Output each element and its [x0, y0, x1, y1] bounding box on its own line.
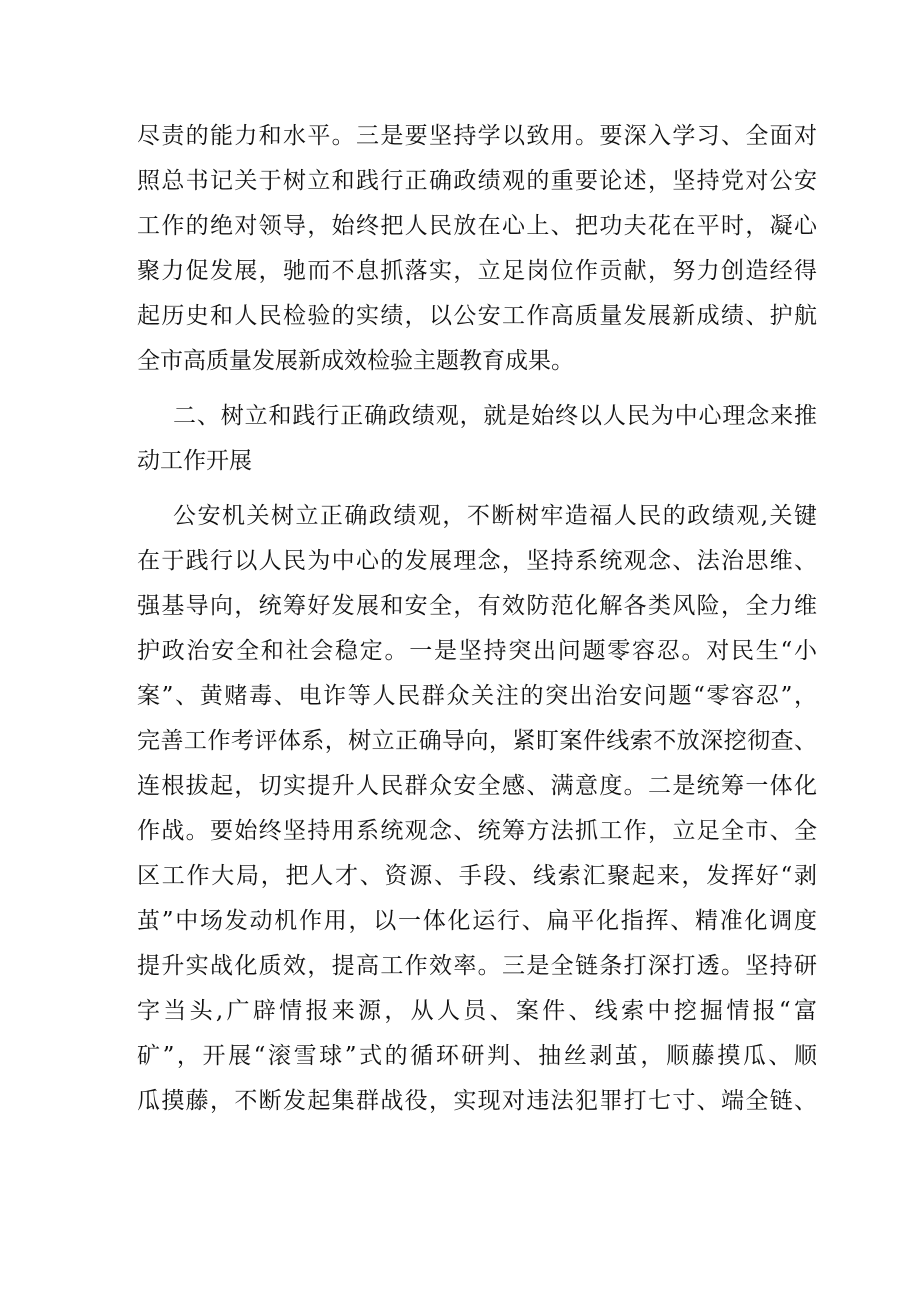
- text-line: 提升实战化质效，提高工作效率。三是全链条打深打透。坚持研: [137, 953, 817, 979]
- text-line: 全市高质量发展新成效检验主题教育成果。: [137, 348, 574, 374]
- text-line: 茧”中场发动机作用，以一体化运行、扁平化指挥、精准化调度: [137, 908, 817, 934]
- heading-line: 动工作开展: [137, 448, 252, 474]
- text-line: 聚力促发展，驰而不息抓落实，立足岗位作贡献，努力创造经得: [137, 258, 817, 284]
- paragraph-spacing: [137, 484, 817, 494]
- section-heading: [137, 394, 817, 484]
- text-line: 公安机关树立正确政绩观，不断树牢造福人民的政绩观,关键: [173, 503, 817, 529]
- text-line: 强基导向，统筹好发展和安全，有效防范化解各类风险，全力维: [137, 593, 817, 619]
- paragraph-spacing: [137, 384, 817, 394]
- paragraph-1: [137, 114, 817, 384]
- text-line: 矿”，开展“滚雪球”式的循环研判、抽丝剥茧，顺藤摸瓜、顺: [137, 1043, 817, 1069]
- heading-line: 二、树立和践行正确政绩观，就是始终以人民为中心理念来推: [173, 403, 817, 429]
- text-line: 在于践行以人民为中心的发展理念，坚持系统观念、法治思维、: [137, 548, 817, 574]
- text-line: 区工作大局，把人才、资源、手段、线索汇聚起来，发挥好“剥: [137, 863, 817, 889]
- text-line: 字当头,广辟情报来源，从人员、案件、线索中挖掘情报“富: [137, 998, 817, 1024]
- paragraph-2: [137, 494, 817, 1124]
- text-line: 护政治安全和社会稳定。一是坚持突出问题零容忍。对民生“小: [137, 638, 817, 664]
- text-line: 工作的绝对领导，始终把人民放在心上、把功夫花在平时，凝心: [137, 213, 817, 239]
- text-line: 照总书记关于树立和践行正确政绩观的重要论述，坚持党对公安: [137, 168, 817, 194]
- document-body: [137, 114, 817, 1124]
- text-line: 瓜摸藤，不断发起集群战役，实现对违法犯罪打七寸、端全链、: [137, 1088, 817, 1114]
- text-line: 完善工作考评体系，树立正确导向，紧盯案件线索不放深挖彻查、: [137, 728, 817, 754]
- text-line: 连根拔起，切实提升人民群众安全感、满意度。二是统筹一体化: [137, 773, 817, 799]
- text-line: 作战。要始终坚持用系统观念、统筹方法抓工作，立足全市、全: [137, 818, 817, 844]
- text-line: 起历史和人民检验的实绩，以公安工作高质量发展新成绩、护航: [137, 303, 817, 329]
- text-line: 案”、黄赌毒、电诈等人民群众关注的突出治安问题“零容忍”，: [137, 683, 817, 709]
- text-line: 尽责的能力和水平。三是要坚持学以致用。要深入学习、全面对: [137, 123, 817, 149]
